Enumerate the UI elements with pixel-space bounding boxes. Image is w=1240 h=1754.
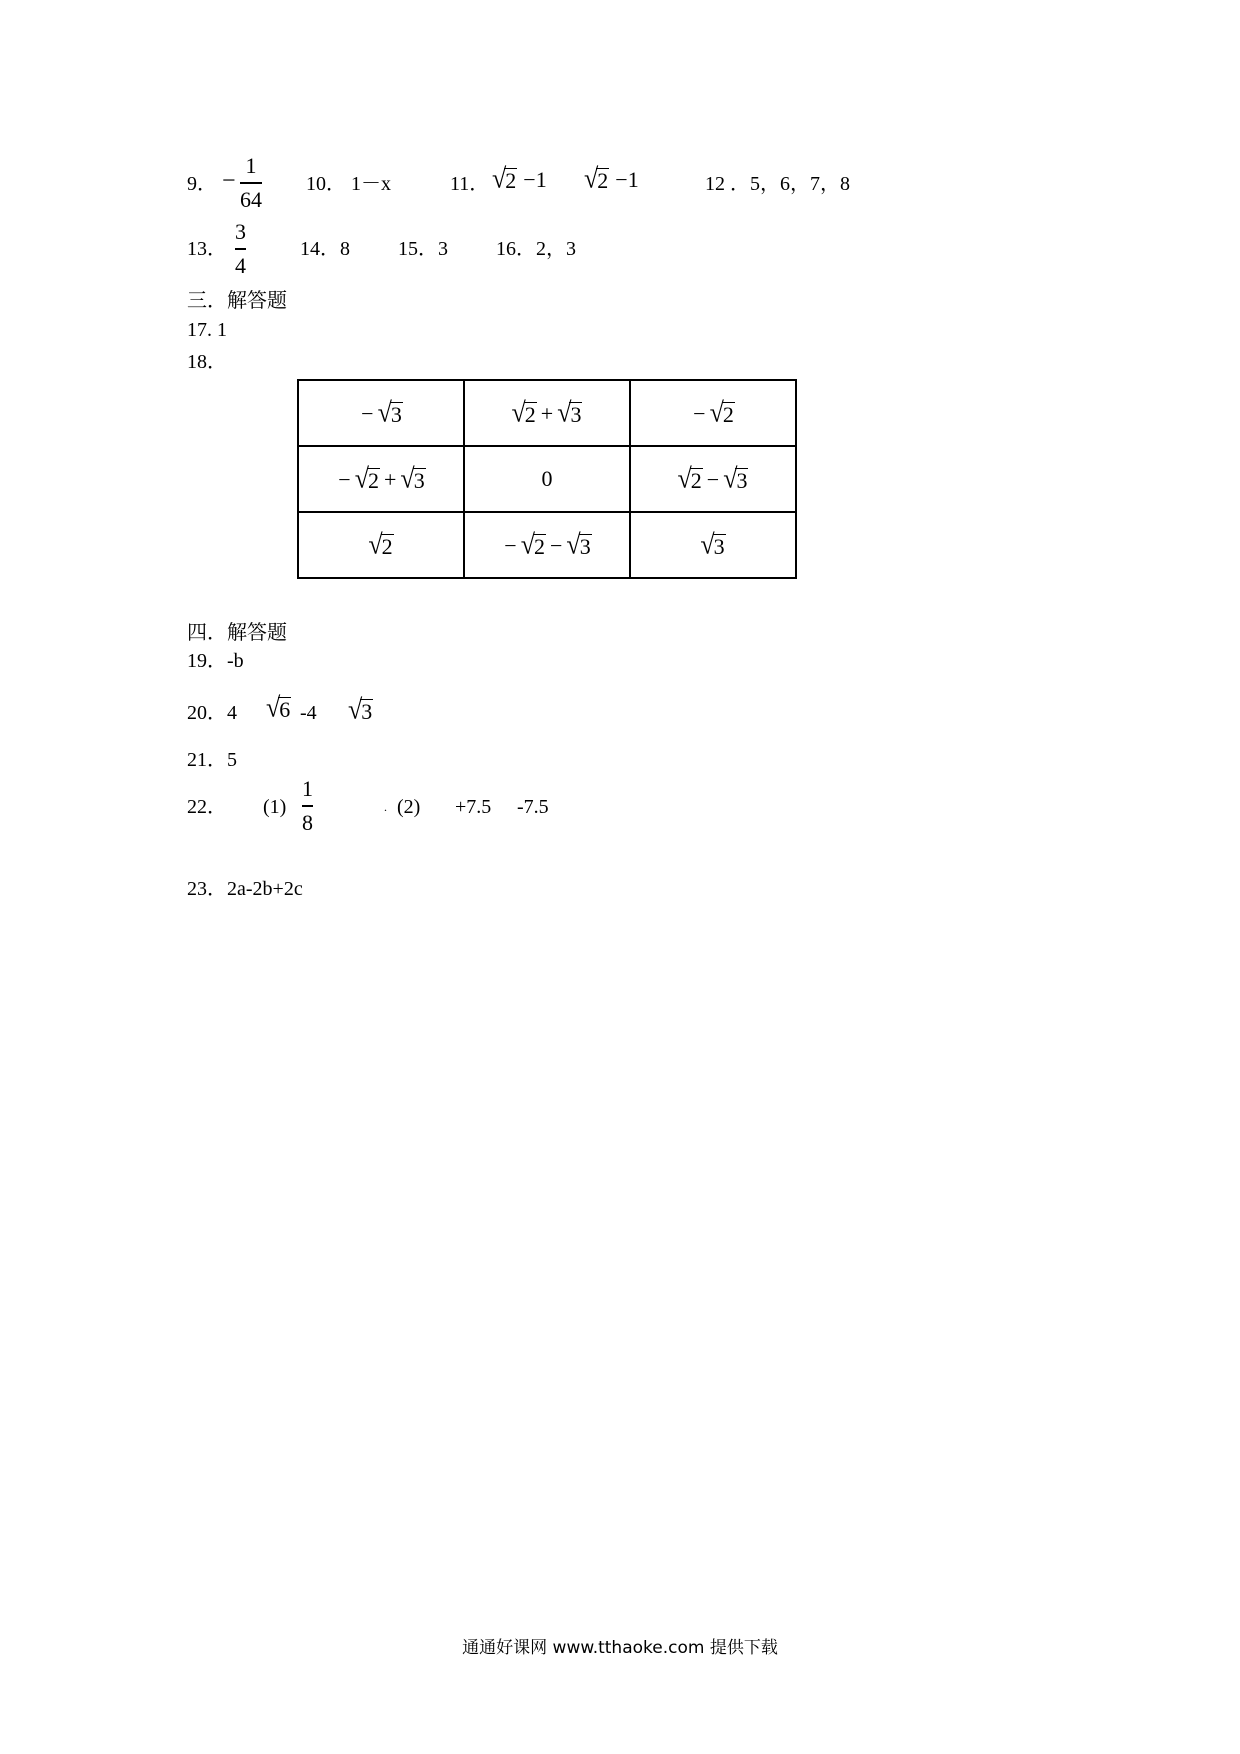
q20-radicand1: 6 [279, 697, 291, 722]
q10-number: 10． [306, 173, 346, 195]
q9-numerator: 1 [245, 153, 257, 178]
q22-number: 22． [187, 796, 227, 818]
q12-answer: 12 ．5，6，7，8 [705, 173, 850, 195]
q20-radical2: √ 3 [348, 693, 373, 726]
q20-number: 20．4 [187, 702, 237, 724]
table-cell [464, 446, 630, 512]
minus-sign: − [550, 532, 563, 558]
q9-sign: − [222, 168, 236, 194]
radicand: 2 [690, 467, 702, 493]
q14-answer: 14．8 [300, 238, 350, 260]
q11-number: 11． [450, 173, 490, 195]
radicand: 3 [736, 467, 748, 493]
q11-tail2: −1 [615, 167, 639, 192]
table-cell: − √ 3 [298, 380, 464, 446]
q23-answer: 23．2a-2b+2c [187, 878, 303, 900]
radicand: 2 [722, 401, 734, 427]
table-cell: − √ 2 [630, 380, 796, 446]
q22-fraction [302, 776, 313, 836]
q10-value: 1－x [351, 173, 391, 195]
plus-sign: + [384, 466, 397, 492]
q22-numerator: 1 [302, 776, 313, 801]
q13-denominator: 4 [235, 252, 246, 278]
minus-sign: − [361, 400, 374, 426]
table-row [298, 446, 796, 512]
q22-dot: . [384, 800, 387, 814]
radicand: 2 [368, 467, 379, 493]
q17-answer: 17. 1 [187, 319, 227, 341]
table-cell: √ 2 [298, 512, 464, 578]
q21-answer: 21．5 [187, 749, 237, 771]
q13-fraction-bar [235, 248, 246, 250]
q20-radical1: √ 6 [266, 691, 291, 724]
q11-expr2 [584, 162, 641, 195]
footer-credit: 通通好课网 www.tthaoke.com 提供下载 [462, 1638, 778, 1658]
minus-sign: − [338, 466, 351, 492]
q9-fraction-bar [240, 182, 262, 184]
q13-fraction [235, 219, 246, 279]
radicand: 3 [570, 401, 582, 427]
q13-numerator: 3 [235, 219, 246, 244]
minus-sign: − [693, 400, 706, 426]
plus-sign: + [540, 400, 554, 426]
q20-radicand2: 3 [361, 699, 373, 724]
radicand: 2 [534, 533, 545, 559]
radicand: 2 [524, 401, 536, 427]
table-row [298, 380, 796, 446]
section-4-heading: 四．解答题 [187, 620, 287, 644]
table-cell: − √ 2 + √ 3 [298, 446, 464, 512]
q22-value2: -7.5 [517, 796, 549, 818]
table-row [298, 512, 796, 578]
q15-answer: 15．3 [398, 238, 448, 260]
q11-expr1 [492, 162, 549, 195]
cell-value: 0 [541, 466, 553, 491]
radicand: 2 [381, 533, 393, 559]
q11-radical1: √ 2 [492, 162, 517, 195]
radicand: 3 [413, 467, 425, 493]
minus-sign: − [706, 466, 720, 492]
magic-square-table [297, 379, 797, 579]
q18-label: 18． [187, 351, 227, 373]
radicand: 3 [390, 401, 402, 427]
q13-number: 13． [187, 238, 227, 260]
minus-sign: − [504, 532, 517, 558]
q22-part1-label: (1) [263, 796, 287, 818]
q9-fraction [240, 153, 262, 213]
q22-value1: +7.5 [455, 796, 492, 818]
q11-radical2: √ 2 [584, 162, 609, 195]
table-cell: − √ 2 − √ 3 [464, 512, 630, 578]
q19-answer: 19．-b [187, 650, 244, 672]
table-cell: √ 2 − √ 3 [630, 446, 796, 512]
radicand: 3 [579, 533, 591, 559]
table-cell: √ 2 + √ 3 [464, 380, 630, 446]
q11-radicand2: 2 [597, 168, 609, 193]
q22-fraction-bar [302, 805, 313, 807]
q11-tail1: −1 [523, 167, 547, 192]
q20-mid: -4 [300, 702, 317, 724]
q22-denominator: 8 [302, 809, 313, 835]
q11-radicand1: 2 [505, 168, 517, 193]
q16-answer: 16．2，3 [496, 238, 576, 260]
q22-part2-label: (2) [397, 796, 421, 818]
table-cell: √ 3 [630, 512, 796, 578]
q9-number: 9． [187, 173, 217, 195]
section-3-heading: 三．解答题 [187, 288, 287, 312]
q9-denominator: 64 [240, 186, 262, 212]
radicand: 3 [713, 533, 725, 559]
